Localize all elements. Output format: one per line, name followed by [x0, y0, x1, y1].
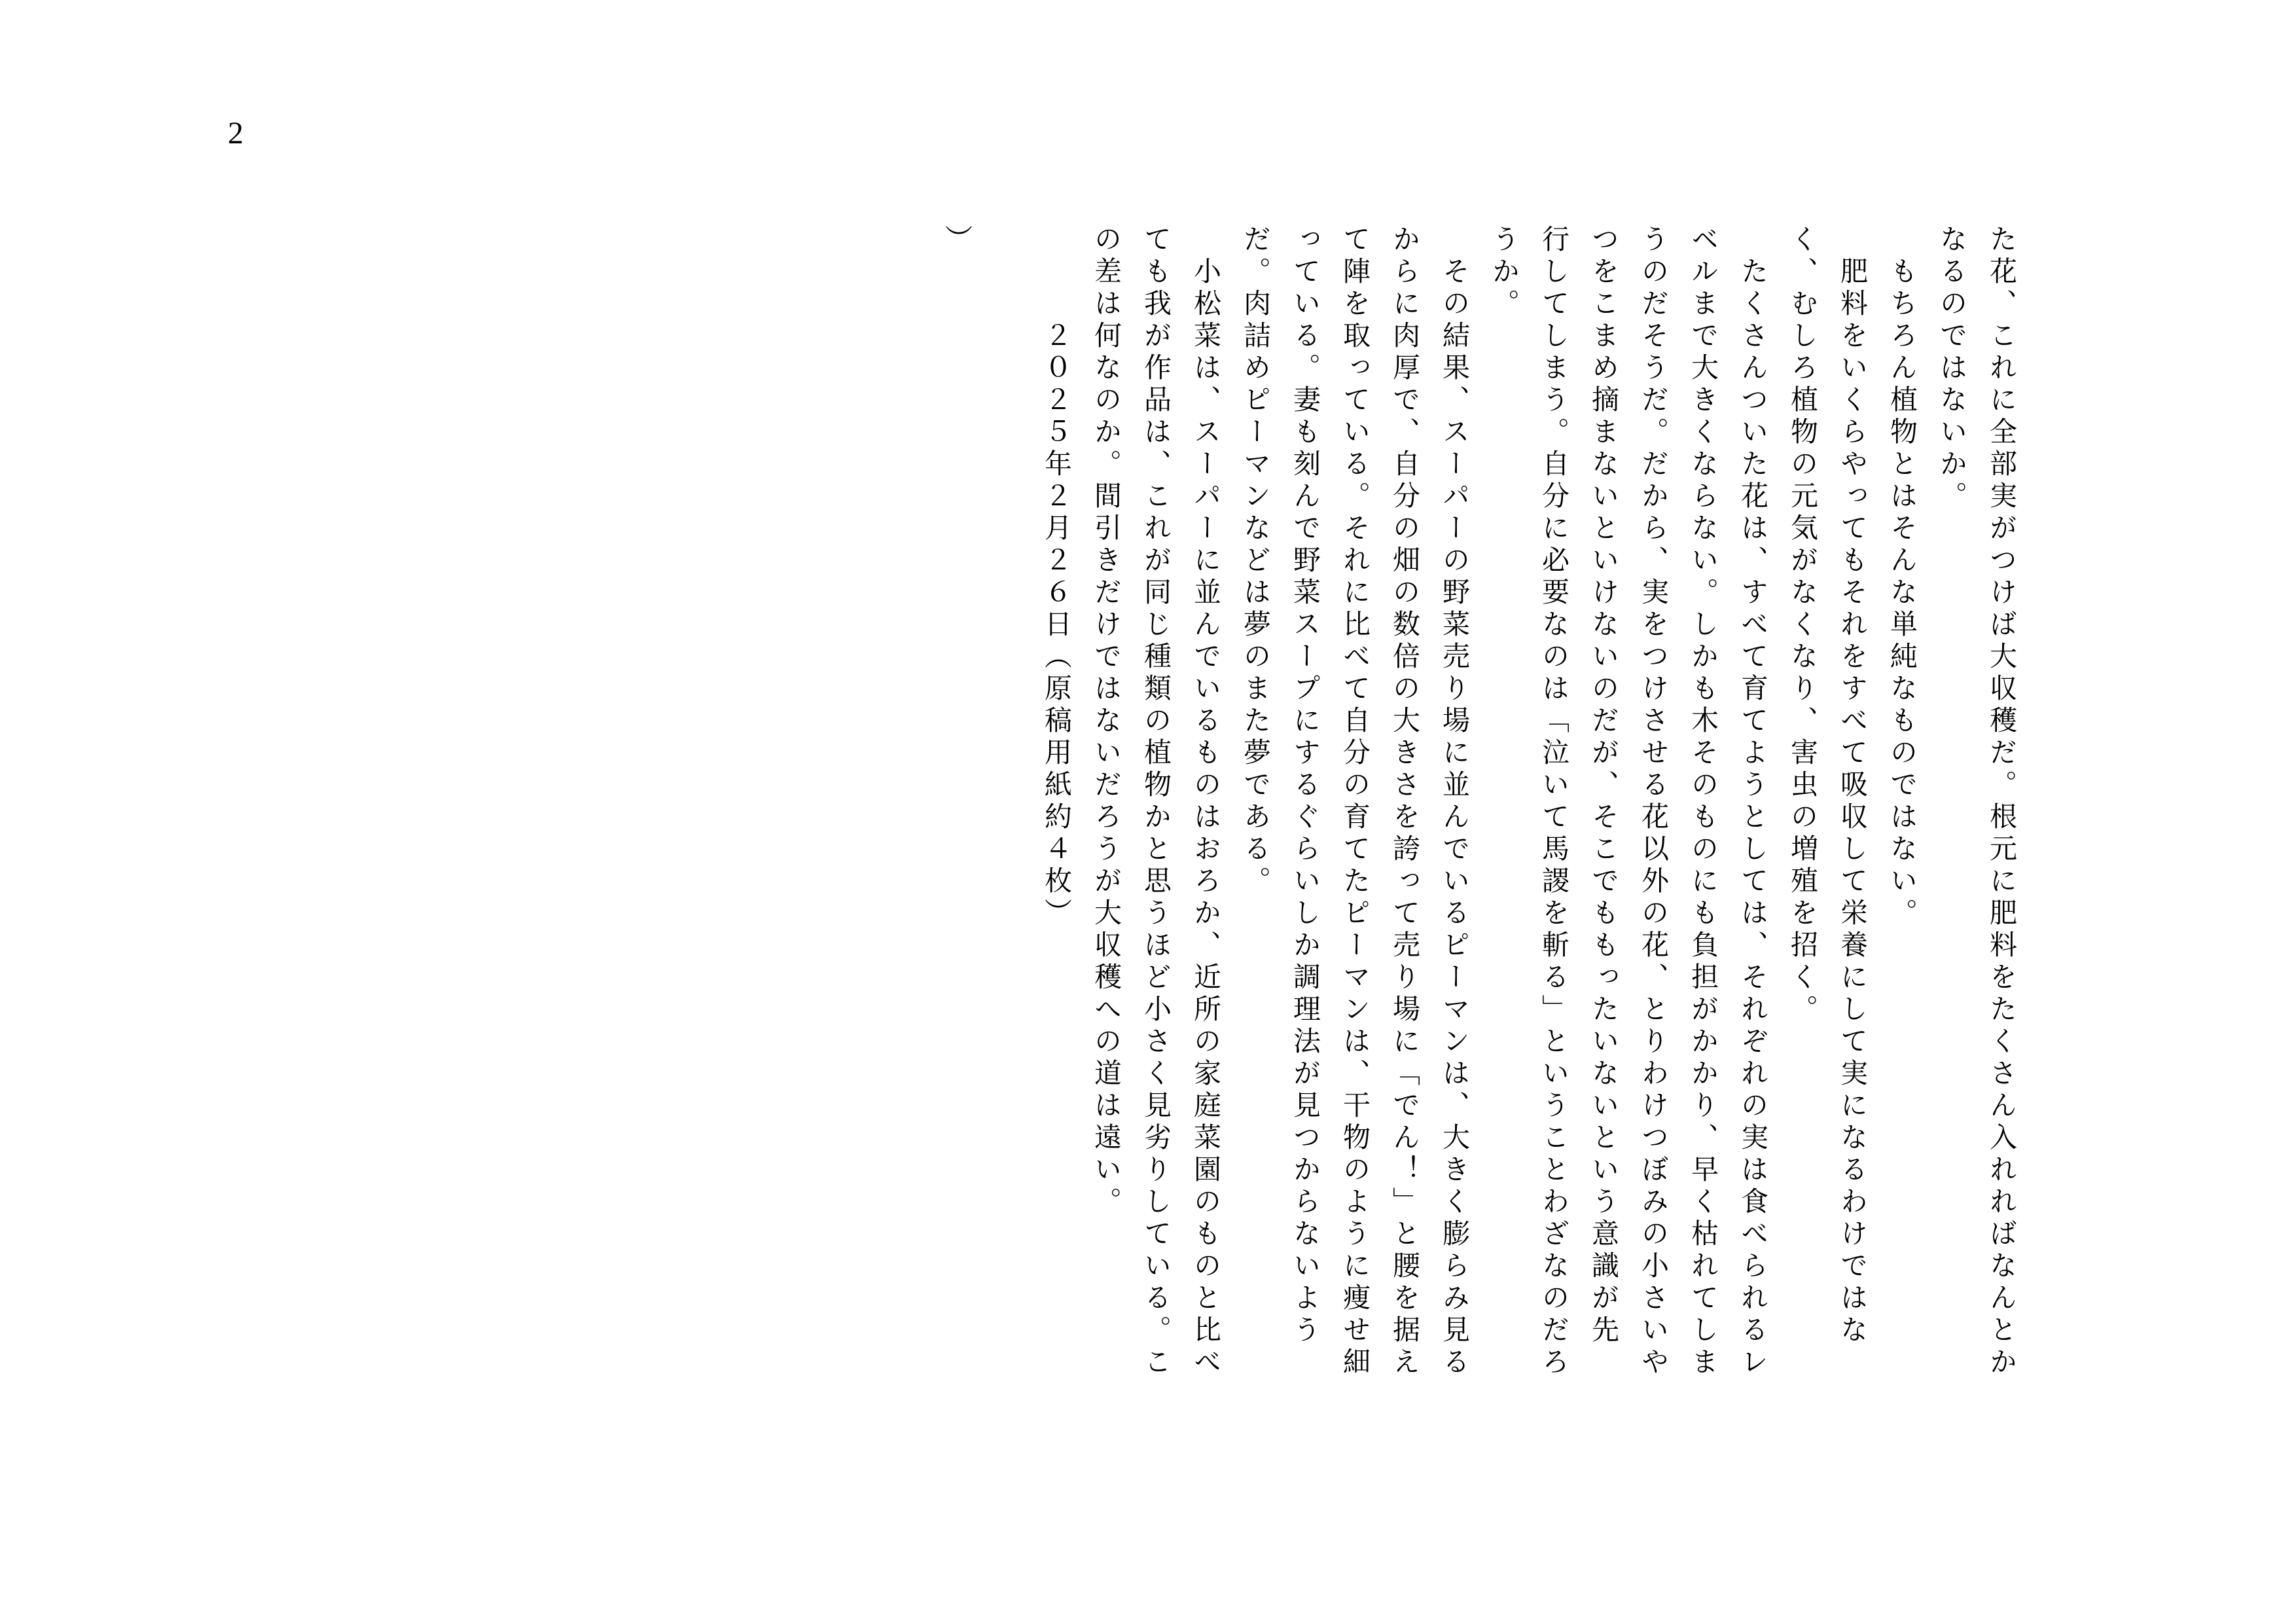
text-column: 小松菜は、スーパーに並んでいるものはおろか、近所の家庭菜園のものと比べ: [1190, 257, 1220, 1379]
text-column: ても我が作品は、これが同じ種類の植物かと思うほど小さく見劣りしている。こ: [1140, 225, 1170, 1379]
text-column: うか。: [1488, 225, 1518, 321]
text-column: の差は何なのか。間引きだけではないだろうが大収穫への道は遠い。: [1090, 225, 1121, 1219]
text-column: その結果、スーパーの野菜売り場に並んでいるピーマンは、大きく膨らみ見る: [1439, 257, 1469, 1379]
text-column: ２０２５年２月２６日（原稿用紙約４枚）: [1041, 321, 1071, 930]
text-column: つをこまめ摘まないといけないのだが、そこでももったいないという意識が先: [1588, 225, 1618, 1347]
text-column: もちろん植物とはそんな単純なものではない。: [1886, 257, 1916, 930]
page-number: 2: [228, 116, 243, 151]
text-column: っている。妻も刻んで野菜スープにするぐらいしか調理法が見つからないよう: [1289, 225, 1319, 1347]
text-column: からに肉厚で、自分の畑の数倍の大きさを誇って売り場に「でん！」と腰を据え: [1389, 225, 1419, 1379]
text-column: た花、これに全部実がつけば大収穫だ。根元に肥料をたくさん入れればなんとか: [1986, 225, 2016, 1379]
text-column: て陣を取っている。それに比べて自分の育てたピーマンは、干物のように痩せ細: [1339, 225, 1369, 1379]
text-column: たくさんついた花は、すべて育てようとしては、それぞれの実は食べられるレ: [1737, 257, 1767, 1379]
text-column: 肥料をいくらやってもそれをすべて吸収して栄養にして実になるわけではな: [1837, 257, 1867, 1347]
text-column: なるのではないか。: [1936, 225, 1966, 513]
text-column: ベルまで大きくならない。しかも木そのものにも負担がかかり、早く枯れてしま: [1687, 225, 1717, 1379]
text-column: だ。肉詰めピーマンなどは夢のまた夢である。: [1240, 225, 1270, 898]
text-column: く、むしろ植物の元気がなくなり、害虫の増殖を招く。: [1787, 225, 1817, 1026]
text-column: 行してしまう。自分に必要なのは「泣いて馬謖を斬る」ということわざなのだろ: [1538, 225, 1568, 1379]
closing-paren-column: ）: [941, 225, 971, 257]
text-column: うのだそうだ。だから、実をつけさせる花以外の花、とりわけつぼみの小さいや: [1638, 225, 1668, 1379]
